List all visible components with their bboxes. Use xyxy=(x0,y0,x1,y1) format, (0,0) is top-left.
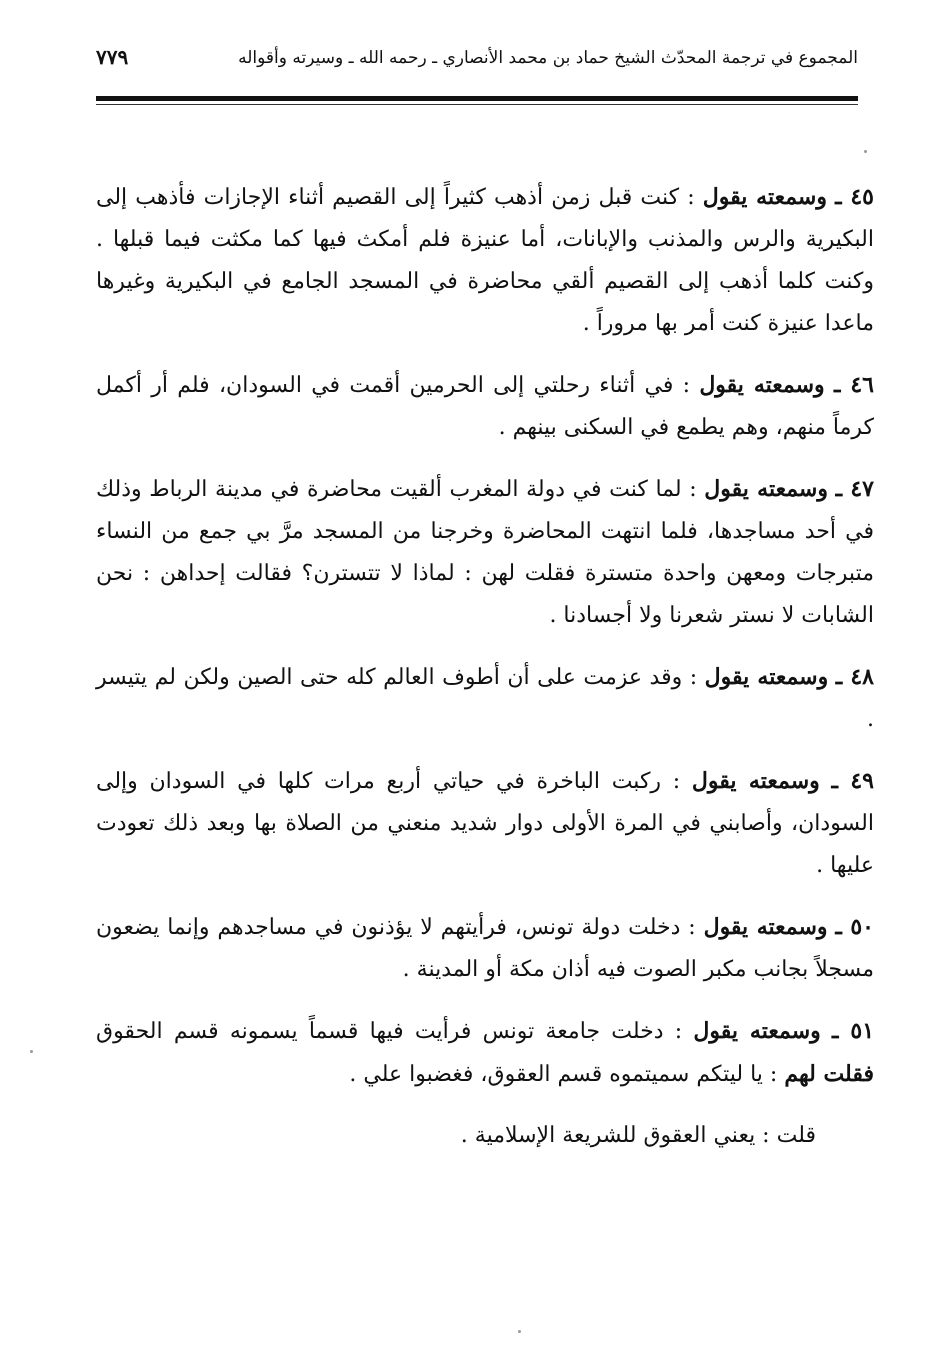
entry-lead: وسمعته يقول xyxy=(693,1018,821,1044)
entry-46 xyxy=(96,364,874,449)
editor-note: قلت : يعني العقوق للشريعة الإسلامية . xyxy=(460,1123,816,1148)
entry-lead: وسمعته يقول xyxy=(703,914,828,940)
entry-number: ٤٥ ـ xyxy=(835,184,874,210)
entry-47 xyxy=(96,468,874,637)
entry-51 xyxy=(96,1010,874,1096)
running-title: المجموع في ترجمة المحدّث الشيخ حماد بن محمد الأنصاري ـ رحمه الله ـ وسيرته وأقواله xyxy=(238,48,858,68)
entry-lead: وسمعته يقول xyxy=(702,184,827,210)
header-rule-thin xyxy=(96,104,858,105)
page-header xyxy=(96,38,858,78)
entry-number: ٤٧ ـ xyxy=(835,476,874,502)
entry-lead: وسمعته يقول xyxy=(691,768,820,794)
entry-text: : لما كنت في دولة المغرب ألقيت محاضرة في مدينة الرباط وذلك في أحد مساجدها، فلما انتهت المحاضرة وخرجنا من المسجد مرَّ بي جمع من النساء متبرجات ومعهن واحدة متسترة فقلت لهن : لماذا لا تتسترن؟ فقالت إحداهن : نحن الشابات لا نستر شعرنا ولا أجسادنا . xyxy=(96,477,874,628)
entry-text-secondary: : يا ليتكم سميتموه قسم العقوق، فغضبوا علي . xyxy=(349,1062,785,1087)
entry-lead: وسمعته يقول xyxy=(704,476,828,502)
entry-lead: وسمعته يقول xyxy=(699,372,825,398)
scan-speck xyxy=(864,150,867,153)
entry-49 xyxy=(96,760,874,887)
entry-lead-secondary: فقلت لهم xyxy=(784,1061,874,1087)
entry-48 xyxy=(96,656,874,741)
entry-lead: وسمعته يقول xyxy=(704,664,829,690)
entry-number: ٤٦ ـ xyxy=(833,372,874,398)
entry-number: ٥٠ ـ xyxy=(835,914,874,940)
page-body xyxy=(96,176,874,1157)
entry-text: : دخلت دولة تونس، فرأيتهم لا يؤذنون في مساجدهم وإنما يضعون مسجلاً بجانب مكبر الصوت فيه أذان مكة أو المدينة . xyxy=(96,915,874,982)
entry-text: : دخلت جامعة تونس فرأيت فيها قسماً يسمونه قسم الحقوق xyxy=(96,1019,694,1044)
entry-text: : ركبت الباخرة في حياتي أربع مرات كلها في السودان وإلى السودان، وأصابني في المرة الأولى دوار شديد منعني من الصلاة بها وبعد ذلك تعودت عليها . xyxy=(96,769,874,878)
header-rule xyxy=(96,96,858,101)
entry-number: ٤٨ ـ xyxy=(835,664,874,690)
entry-text: : وقد عزمت على أن أطوف العالم كله حتى الصين ولكن لم يتيسر . xyxy=(96,665,874,732)
entry-text: : في أثناء رحلتي إلى الحرمين أقمت في السودان، فلم أر أكمل كرماً منهم، وهم يطمع في السكنى بينهم . xyxy=(96,373,874,440)
page-number: ٧٧٩ xyxy=(96,45,129,69)
entry-45 xyxy=(96,176,874,345)
entry-50 xyxy=(96,906,874,991)
entry-number: ٤٩ ـ xyxy=(831,768,874,794)
entry-text: : كنت قبل زمن أذهب كثيراً إلى القصيم أثناء الإجازات فأذهب إلى البكيرية والرس والمذنب والإبانات، أما عنيزة فلم أمكث فيها كما مكثت فيما قبلها . وكنت كلما أذهب إلى القصيم ألقي محاضرة في المسجد الجامع في البكيرية وغيرها ماعدا عنيزة كنت أمر بها مروراً . xyxy=(96,185,874,336)
entry-number: ٥١ ـ xyxy=(832,1018,875,1044)
scan-speck xyxy=(518,1330,521,1333)
scan-speck xyxy=(30,1050,33,1053)
